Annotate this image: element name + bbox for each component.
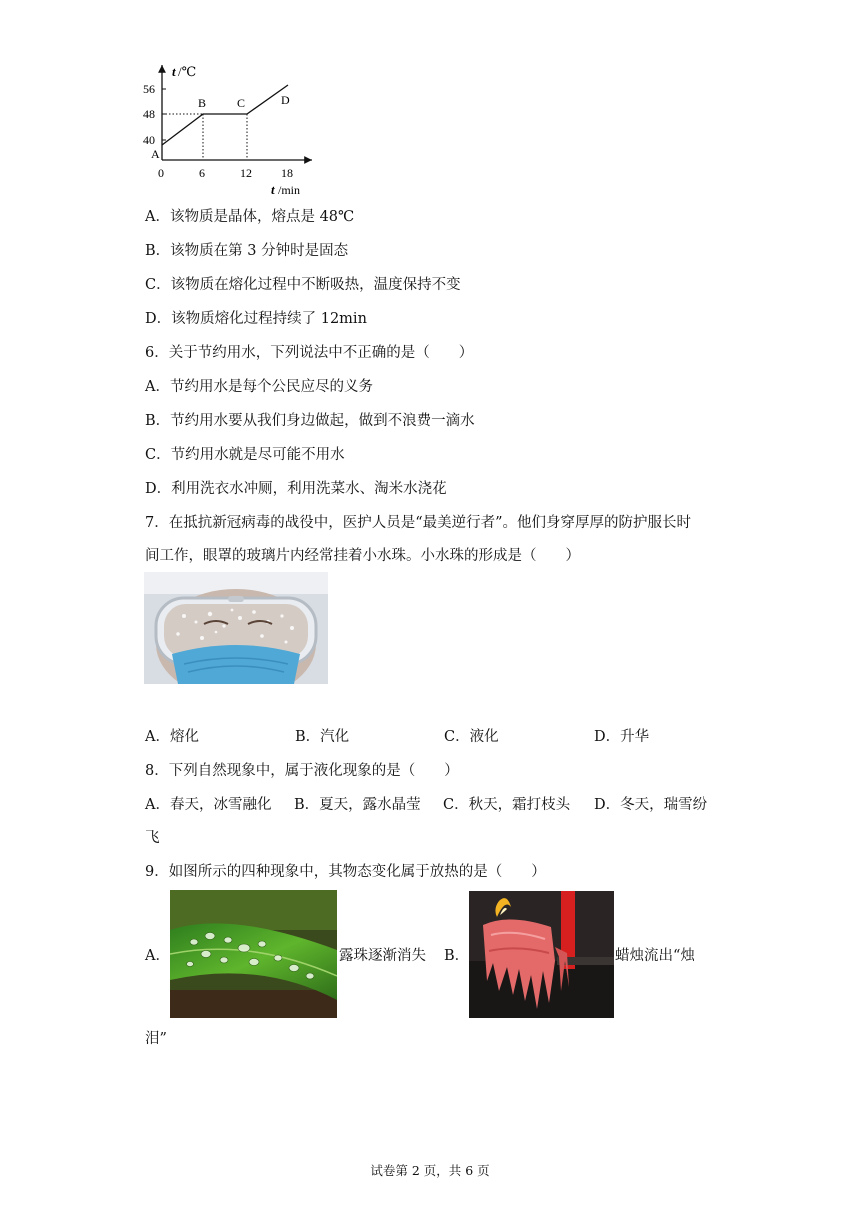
point-c-label: C — [237, 96, 246, 110]
q8-option-b: B．夏天，露水晶莹 — [294, 797, 421, 813]
q7-stem-line2: 间工作，眼罩的玻璃片内经常挂着小水珠。小水珠的形成是（ ） — [145, 548, 580, 564]
q8-option-a: A．春天，冰雪融化 — [145, 797, 272, 813]
y-tick-56: 56 — [143, 82, 155, 96]
q5-option-a: A．该物质是晶体，熔点是 48℃ — [145, 209, 355, 225]
q8-option-d: D．冬天，瑞雪纷 — [594, 797, 708, 813]
q9-option-a-text: 露珠逐渐消失 — [339, 948, 426, 964]
q5-option-b: B．该物质在第 3 分钟时是固态 — [145, 243, 349, 259]
x-axis-var: t — [271, 182, 275, 197]
q9-stem: 9．如图所示的四种现象中，其物态变化属于放热的是（ ） — [145, 864, 546, 880]
q7-stem-line1: 7．在抵抗新冠病毒的战役中，医护人员是“最美逆行者”。他们身穿厚厚的防护服长时 — [145, 515, 692, 531]
q7-option-a: A．熔化 — [145, 729, 199, 745]
point-b-label: B — [198, 96, 207, 110]
q9-option-a-label: A． — [145, 948, 170, 964]
point-d-label: D — [281, 93, 290, 107]
x-tick-0: 0 — [158, 166, 164, 180]
q7-option-d: D．升华 — [594, 729, 650, 745]
x-axis-unit: /min — [278, 183, 301, 197]
q6-option-a: A．节约用水是每个公民应尽的义务 — [145, 379, 373, 395]
q9-option-b-text: 蜡烛流出“烛 — [615, 948, 695, 964]
point-a-label: A — [151, 147, 160, 161]
q8-option-c: C．秋天，霜打枝头 — [443, 797, 571, 813]
temperature-curve — [162, 85, 288, 145]
q8-option-d-wrap: 飞 — [145, 830, 160, 846]
q6-option-c: C．节约用水就是尽可能不用水 — [145, 447, 345, 463]
page-footer: 试卷第 2 页，共 6 页 — [370, 1163, 490, 1178]
q9-option-b-wrap: 泪” — [145, 1031, 167, 1047]
x-tick-6: 6 — [199, 166, 205, 180]
y-tick-40: 40 — [143, 133, 155, 147]
x-tick-12: 12 — [240, 166, 252, 180]
q6-option-d: D．利用洗衣水冲厕，利用洗菜水、淘米水浇花 — [145, 481, 447, 497]
q6-stem: 6．关于节约用水，下列说法中不正确的是（ ） — [145, 345, 474, 361]
q7-option-b: B．汽化 — [295, 729, 350, 745]
dew-leaf-photo — [170, 890, 337, 1018]
temperature-time-graph — [140, 55, 330, 200]
x-tick-18: 18 — [281, 166, 293, 180]
q8-stem: 8．下列自然现象中，属于液化现象的是（ ） — [145, 763, 459, 779]
q6-option-b: B．节约用水要从我们身边做起，做到不浪费一滴水 — [145, 413, 475, 429]
q9-option-b-label: B． — [444, 948, 470, 964]
y-axis-var: t — [172, 64, 176, 79]
q5-option-d: D．该物质熔化过程持续了 12min — [145, 311, 367, 327]
q7-option-c: C．液化 — [444, 729, 499, 745]
q5-option-c: C．该物质在熔化过程中不断吸热，温度保持不变 — [145, 277, 461, 293]
goggles-photo — [144, 572, 328, 684]
y-axis-unit: /℃ — [178, 64, 197, 79]
y-tick-48: 48 — [143, 107, 155, 121]
candle-tears-photo — [469, 891, 614, 1018]
